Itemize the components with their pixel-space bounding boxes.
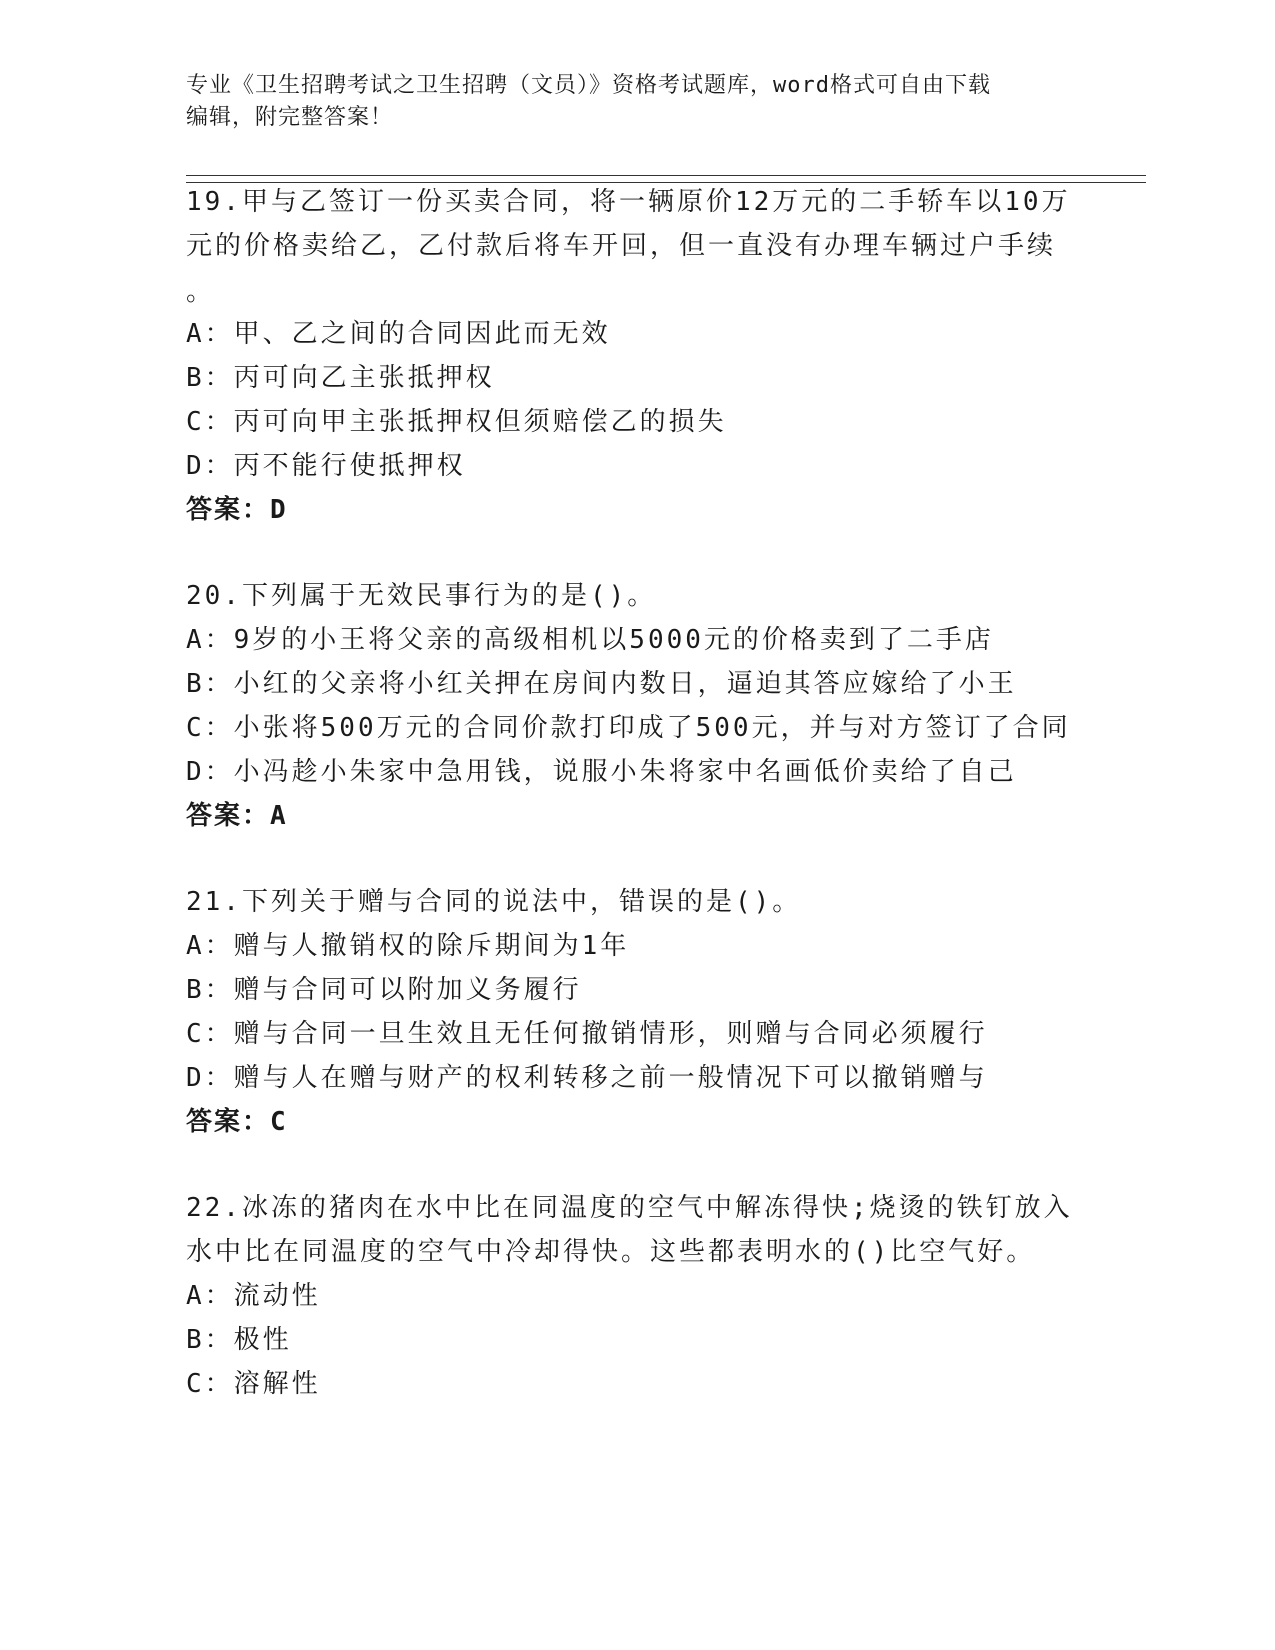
question-22-option-a: A：流动性 (186, 1281, 321, 1311)
question-19-option-b: B：丙可向乙主张抵押权 (186, 363, 495, 393)
question-21-option-c: C：赠与合同一旦生效且无任何撤销情形，则赠与合同必须履行 (186, 1019, 988, 1049)
question-19-stem-line-2: 元的价格卖给乙，乙付款后将车开回，但一直没有办理车辆过户手续 (186, 231, 1057, 261)
question-19-option-a: A：甲、乙之间的合同因此而无效 (186, 319, 611, 349)
question-19-stem-line-1: 19.甲与乙签订一份买卖合同，将一辆原价12万元的二手轿车以10万 (186, 187, 1071, 217)
question-22-option-b: B：极性 (186, 1325, 292, 1355)
question-19-option-d: D：丙不能行使抵押权 (186, 451, 466, 481)
question-20-answer: 答案：A (186, 801, 288, 831)
question-20-option-d: D：小冯趁小朱家中急用钱，说服小朱将家中名画低价卖给了自己 (186, 757, 1017, 787)
question-20-option-c: C：小张将500万元的合同价款打印成了500元，并与对方签订了合同 (186, 713, 1071, 743)
question-22-stem-line-2: 水中比在同温度的空气中冷却得快。这些都表明水的()比空气好。 (186, 1237, 1036, 1267)
header-line-2: 编辑，附完整答案！ (186, 105, 394, 130)
header-divider-bottom (186, 182, 1146, 183)
header-line-1: 专业《卫生招聘考试之卫生招聘（文员）》资格考试题库，word格式可自由下载 (186, 73, 991, 98)
question-22-option-c: C：溶解性 (186, 1369, 321, 1399)
question-21-option-a: A：赠与人撤销权的除斥期间为1年 (186, 931, 630, 961)
question-19-answer: 答案：D (186, 495, 288, 525)
question-19-stem-line-3: 。 (186, 277, 216, 307)
question-21-stem-line-1: 21.下列关于赠与合同的说法中，错误的是()。 (186, 887, 802, 917)
question-20-option-b: B：小红的父亲将小红关押在房间内数日，逼迫其答应嫁给了小王 (186, 669, 1017, 699)
question-21-option-d: D：赠与人在赠与财产的权利转移之前一般情况下可以撤销赠与 (186, 1063, 988, 1093)
question-19-option-c: C：丙可向甲主张抵押权但须赔偿乙的损失 (186, 407, 727, 437)
document-header (186, 70, 1086, 134)
header-divider-top (186, 175, 1146, 176)
question-21-answer: 答案：C (186, 1107, 288, 1137)
question-22-stem-line-1: 22.冰冻的猪肉在水中比在同温度的空气中解冻得快;烧烫的铁钉放入 (186, 1193, 1073, 1223)
question-20-stem-line-1: 20.下列属于无效民事行为的是()。 (186, 581, 657, 611)
question-20-option-a: A：9岁的小王将父亲的高级相机以5000元的价格卖到了二手店 (186, 625, 994, 655)
question-21-option-b: B：赠与合同可以附加义务履行 (186, 975, 582, 1005)
